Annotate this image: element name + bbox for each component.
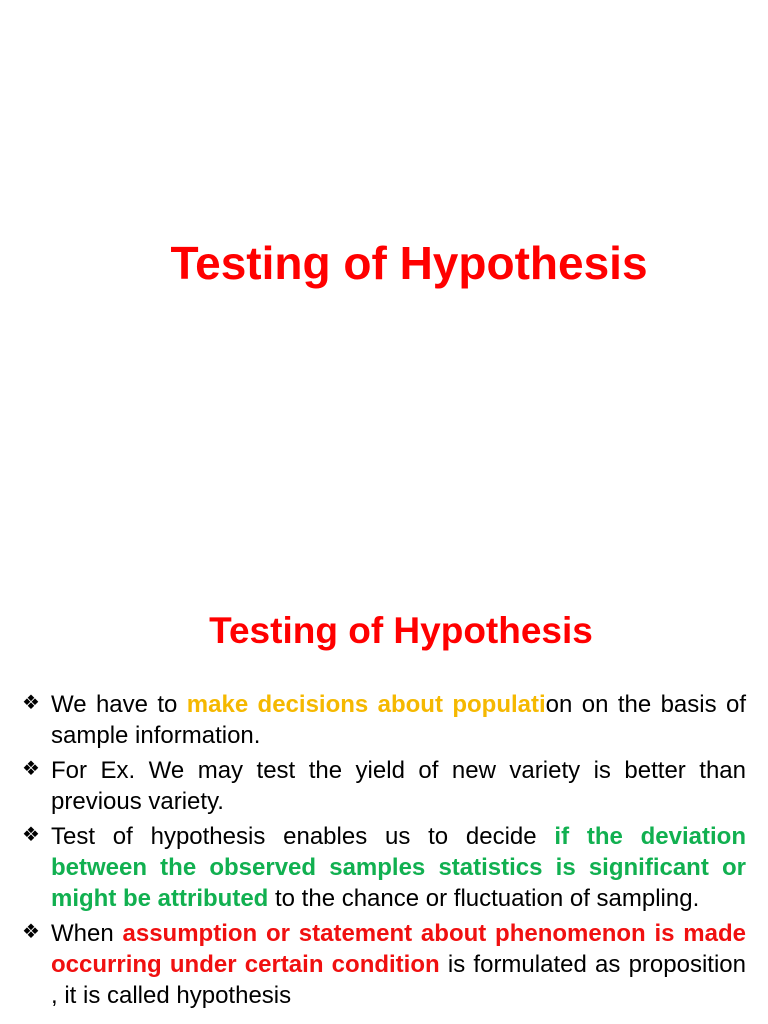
bullet-text: When [51,920,123,947]
bullet-text: We have to [51,691,187,718]
bullet-item [22,821,746,914]
bullet-text: to the chance or fluctuation of sampling. [268,885,700,912]
diamond-bullet-icon: ❖ [22,692,40,714]
diamond-bullet-icon: ❖ [22,921,40,943]
bullet-item [22,918,746,1011]
bullet-text: For Ex. We may test the yield of new variety is better than previous variety. [51,757,746,815]
bullet-item [22,689,746,751]
highlight-text: assumption or statement about phenomenon is made occurring under certain condition [51,920,746,978]
highlight-text: if the deviation between the observed samples statistics is significant or might be attributed [51,823,746,912]
bullet-text: is formulated as proposition , it is called hypothesis [51,951,746,1009]
slide-title: Testing of Hypothesis [170,237,648,289]
slide-heading: Testing of Hypothesis [209,610,593,651]
highlight-text: make decisions about populati [186,691,546,718]
diamond-bullet-icon: ❖ [22,824,40,846]
bullet-text: on on the basis of sample information. [51,691,747,749]
bullet-item [22,755,746,817]
diamond-bullet-icon: ❖ [22,758,40,780]
bullet-text: Test of hypothesis enables us to decide [51,823,555,850]
bullet-list [22,689,746,1015]
